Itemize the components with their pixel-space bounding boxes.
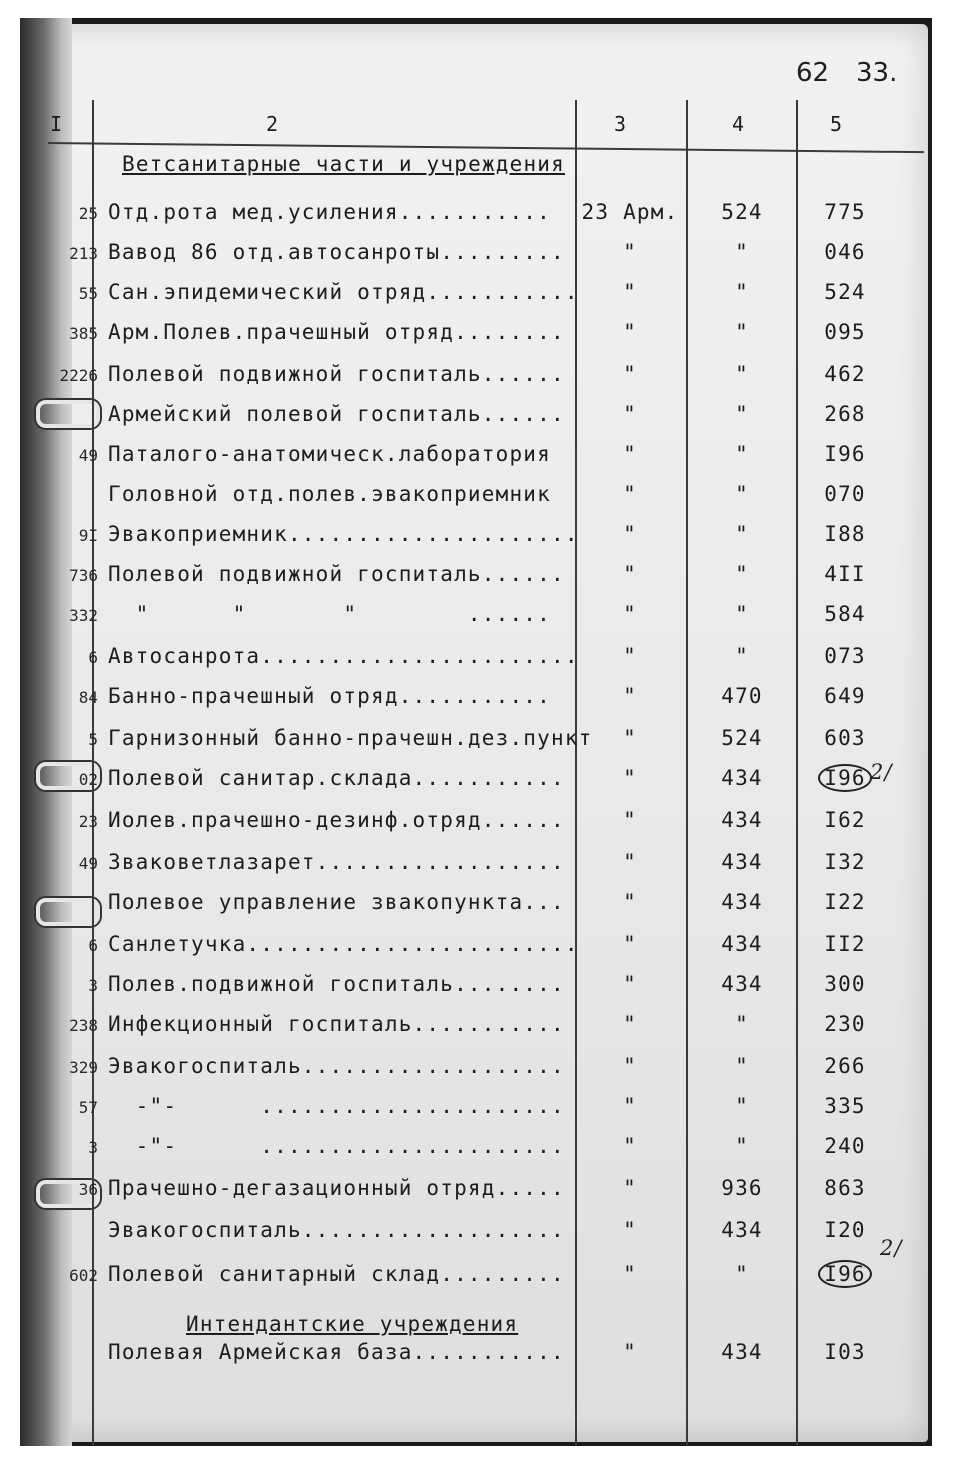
army-cell: " [623,1340,637,1364]
code-cell: " [735,362,749,386]
army-cell: " [623,362,637,386]
unit-name: Банно-прачешный отряд........... [108,684,551,708]
unit-name: Сан.эпидемический отряд........... [108,280,579,304]
margin-number: 25 [78,204,98,223]
circled-number: I96 [818,1260,872,1288]
army-cell: " [623,320,637,344]
margin-number: 5 [88,730,98,749]
code-cell: " [735,522,749,546]
margin-number: 49 [78,854,98,873]
code-cell: 434 [721,850,763,874]
code-cell: " [735,1012,749,1036]
army-cell: " [623,522,637,546]
number-cell: 335 [824,1094,866,1118]
code-cell: 434 [721,1218,763,1242]
code-cell: " [735,1054,749,1078]
code-cell: 434 [721,1340,763,1364]
army-cell: " [623,1054,637,1078]
code-cell: 434 [721,932,763,956]
number-cell: 775 [824,200,866,224]
typed-page-number: 33. [856,58,898,88]
number-cell: 070 [824,482,866,506]
number-cell: 603 [824,726,866,750]
number-cell: 524 [824,280,866,304]
number-cell: I88 [824,522,866,546]
code-cell: 470 [721,684,763,708]
number-cell: 073 [824,644,866,668]
column-header-5: 5 [830,112,843,136]
handwritten-page-number: 62 [796,58,830,88]
number-cell: 863 [824,1176,866,1200]
margin-number: 602 [69,1266,98,1285]
code-cell: " [735,1134,749,1158]
handwritten-mark: 2/ [870,760,893,784]
army-cell: " [623,644,637,668]
number-cell: 266 [824,1054,866,1078]
number-cell: 230 [824,1012,866,1036]
column-header-3: 3 [614,112,627,136]
unit-name: Прачешно-дегазационный отряд..... [108,1176,565,1200]
code-cell: " [735,402,749,426]
code-cell: " [735,280,749,304]
margin-number: 3 [88,1138,98,1157]
unit-name: Гарнизонный банно-прачешн.дез.пункт [108,726,593,750]
margin-number: 6 [88,936,98,955]
army-cell: 23 Арм. [581,200,679,224]
unit-name: Автосанрота....................... [108,644,579,668]
army-cell: " [623,726,637,750]
unit-name: Эвакогоспиталь................... [108,1218,565,1242]
army-cell: " [623,280,637,304]
column-divider [686,100,688,1445]
unit-name: " " " ...... [108,602,551,626]
unit-name: Полевой подвижной госпиталь...... [108,562,565,586]
section-title-vet: Ветсанитарные части и учреждения [122,152,565,176]
margin-number: 3 [88,976,98,995]
army-cell: " [623,890,637,914]
code-cell: 434 [721,890,763,914]
army-cell: " [623,1094,637,1118]
code-cell: 524 [721,200,763,224]
code-cell: " [735,644,749,668]
army-cell: " [623,808,637,832]
number-cell: 095 [824,320,866,344]
unit-name: Головной отд.полев.эвакоприемник [108,482,551,506]
margin-number: 02 [78,770,98,789]
binder-ring [36,898,100,926]
section-title-intendant: Интендантские учреждения [186,1312,519,1336]
number-cell: I32 [824,850,866,874]
number-cell [800,1262,890,1286]
number-cell: I96 [824,442,866,466]
unit-name: Вавод 86 отд.автосанроты......... [108,240,565,264]
code-cell: 434 [721,808,763,832]
number-cell: 046 [824,240,866,264]
column-header-1: I [50,112,63,136]
army-cell: " [623,602,637,626]
margin-number: 385 [69,324,98,343]
code-cell: " [735,1094,749,1118]
army-cell: " [623,766,637,790]
army-cell: " [623,402,637,426]
code-cell: " [735,562,749,586]
number-cell: 649 [824,684,866,708]
column-header-2: 2 [266,112,279,136]
army-cell: " [623,562,637,586]
unit-name: Эвакоприемник..................... [108,522,579,546]
unit-name: Полевое управление звакопункта... [108,890,565,914]
unit-name: -"- ...................... [108,1134,565,1158]
number-cell: I03 [824,1340,866,1364]
column-header-4: 4 [732,112,745,136]
margin-number: 2226 [59,366,98,385]
number-cell: 268 [824,402,866,426]
margin-number: 36 [78,1180,98,1199]
unit-name: Иолев.прачешно-дезинф.отряд...... [108,808,565,832]
unit-name: Эвакогоспиталь................... [108,1054,565,1078]
army-cell: " [623,1012,637,1036]
margin-number: 57 [78,1098,98,1117]
unit-name: Санлетучка........................ [108,932,579,956]
margin-number: 329 [69,1058,98,1077]
code-cell: 524 [721,726,763,750]
code-cell: " [735,602,749,626]
army-cell: " [623,972,637,996]
code-cell: 434 [721,766,763,790]
code-cell: " [735,240,749,264]
unit-name: Полевой санитар.склада........... [108,766,565,790]
margin-number: 736 [69,566,98,585]
number-cell: 462 [824,362,866,386]
unit-name: Полевой подвижной госпиталь...... [108,362,565,386]
unit-name: Отд.рота мед.усиления........... [108,200,551,224]
army-cell: " [623,684,637,708]
number-cell: 4II [824,562,866,586]
unit-name: Полевая Армейская база........... [108,1340,565,1364]
margin-number: 23 [78,812,98,831]
circled-number: I96 [818,764,872,792]
code-cell: 936 [721,1176,763,1200]
unit-name: Армейский полевой госпиталь...... [108,402,565,426]
margin-number: 6 [88,648,98,667]
column-divider [796,100,798,1445]
unit-name: Арм.Полев.прачешный отряд........ [108,320,565,344]
margin-number: 49 [78,446,98,465]
margin-number: 84 [78,688,98,707]
army-cell: " [623,932,637,956]
army-cell: " [623,482,637,506]
handwritten-mark: 2/ [880,1236,903,1260]
margin-number: 9I [78,526,98,545]
army-cell: " [623,850,637,874]
code-cell: " [735,442,749,466]
code-cell: " [735,320,749,344]
army-cell: " [623,1134,637,1158]
army-cell: " [623,442,637,466]
army-cell: " [623,1176,637,1200]
margin-number: 238 [69,1016,98,1035]
army-cell: " [623,1218,637,1242]
number-cell: I20 [824,1218,866,1242]
margin-number: 332 [69,606,98,625]
margin-number: 213 [69,244,98,263]
army-cell: " [623,240,637,264]
number-cell: 584 [824,602,866,626]
army-cell: " [623,1262,637,1286]
number-cell: II2 [824,932,866,956]
unit-name: Полев.подвижной госпиталь........ [108,972,565,996]
code-cell: 434 [721,972,763,996]
unit-name: Зваковетлазарет.................. [108,850,565,874]
unit-name: Полевой санитарный склад......... [108,1262,565,1286]
unit-name: Инфекционный госпиталь........... [108,1012,565,1036]
margin-number: 55 [78,284,98,303]
unit-name: Паталого-анатомическ.лаборатория [108,442,551,466]
number-cell: I22 [824,890,866,914]
number-cell: I62 [824,808,866,832]
code-cell: " [735,1262,749,1286]
number-cell: 300 [824,972,866,996]
binder-ring [36,400,100,428]
unit-name: -"- ...................... [108,1094,565,1118]
number-cell: 240 [824,1134,866,1158]
code-cell: " [735,482,749,506]
